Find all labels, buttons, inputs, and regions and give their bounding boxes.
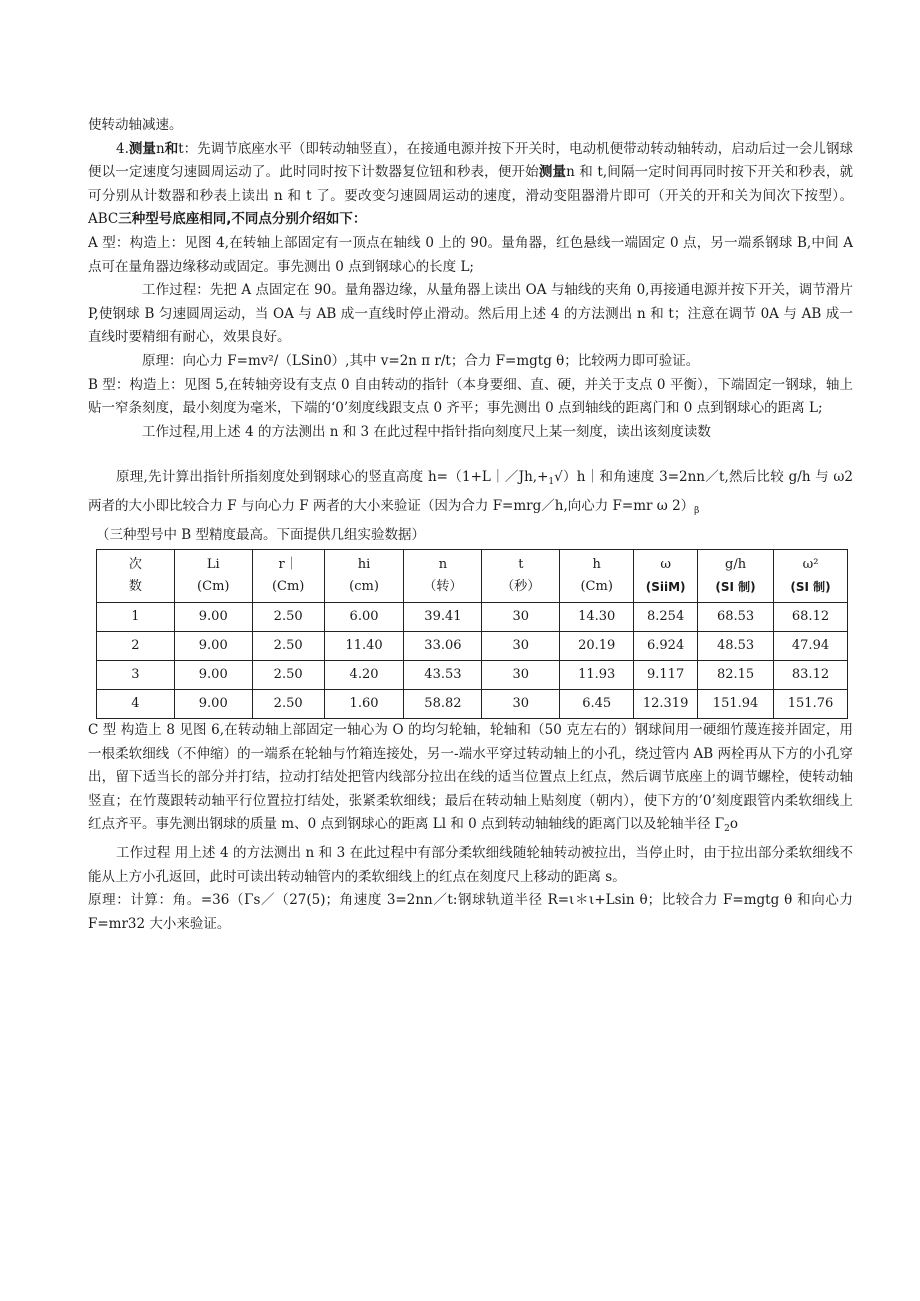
header-unit: （转） — [423, 579, 463, 595]
table-cell: 30 — [482, 603, 560, 632]
paragraph-type-c-work: 工作过程 用上述 4 的方法测出 n 和 3 在此过程中有部分柔软细线随轮轴转动被拉出，当停止时，由于拉出部分柔软细线不能从上方小孔返回，此时可读出转动轴管内的柔软细线上的红点在刻度尺上移动的距离 s。 — [88, 845, 853, 885]
table-header-cell — [252, 550, 324, 603]
header-unit: (SI 制) — [715, 580, 756, 595]
table-header-cell — [97, 550, 175, 603]
header-unit: (SI 制) — [790, 580, 831, 595]
table-cell: 1.60 — [324, 690, 404, 719]
table-cell: 9.00 — [174, 690, 252, 719]
table-header-cell — [482, 550, 560, 603]
table-header-cell — [560, 550, 634, 603]
table-cell: 2 — [97, 632, 175, 661]
header-symbol: g/h — [725, 557, 747, 573]
header-symbol: hi — [357, 557, 371, 573]
table-cell: 68.12 — [774, 603, 848, 632]
table-cell: 39.41 — [404, 603, 482, 632]
header-unit: (Cm) — [197, 579, 230, 595]
table-cell: 6.00 — [324, 603, 404, 632]
bold-models-same: 三种型号底座相同,不同点分别介绍如下： — [118, 211, 367, 228]
table-cell: 30 — [482, 690, 560, 719]
table-header-cell — [634, 550, 698, 603]
bold-measure-2: 测量 — [538, 164, 567, 181]
table-cell: 47.94 — [774, 632, 848, 661]
table-header-cell — [404, 550, 482, 603]
table-cell: 2.50 — [252, 632, 324, 661]
bold-and: 和 — [164, 140, 179, 157]
table-cell: 6.924 — [634, 632, 698, 661]
subscript: 1 — [548, 477, 555, 488]
measure-text: t：先调节底座水平（即转动轴竖直），在接通电源并按下开关时，电动机便带动转动轴转动，启动后过一会儿钢球便以一定速度匀速圆周运动了。此时同时按下计数器复位钮和秒表，便开始 — [88, 140, 854, 181]
paragraph-intro-end: 使转动轴减速。 — [88, 117, 183, 133]
table-cell: 9.117 — [634, 661, 698, 690]
table-row — [97, 690, 848, 719]
bold-measure: 测量 — [128, 140, 156, 157]
measure-text-2: n 和 t,间隔一定时间再同时按下开关和秒表，就可分别从计数器和秒表上读出 n 和 t 了。要改变匀速圆周运动的速度，滑动变阻器滑片即可（开关的开和关为间次下按型）。ABC — [88, 164, 854, 228]
table-cell: 33.06 — [404, 632, 482, 661]
spacer — [88, 444, 853, 466]
paragraph-type-c-principle: 原理：计算：角。=36（Γs／（27(5)；角速度 3=2nn／t:钢球轨道半径 R=ι＊ι+Lsin θ；比较合力 F=mgtg θ 和向心力 F=mr32 大小来验证。 — [88, 892, 853, 932]
header-unit: (Cm) — [271, 579, 305, 595]
table-cell: 20.19 — [560, 632, 634, 661]
table-cell: 48.53 — [698, 632, 774, 661]
principle-text-rest: √）h｜和角速度 3=2nn／t,然后比较 g/h 与 ω2 两者的大小即比较合力 F 与向心力 F 两者的大小来验证（因为合力 F=mrg／h,向心力 F=mr ω 2） — [88, 469, 853, 514]
table-cell: 82.15 — [698, 661, 774, 690]
header-unit: （秒） — [501, 579, 541, 595]
type-c-end: o — [729, 816, 739, 833]
table-cell: 2.50 — [252, 690, 324, 719]
document-page — [88, 114, 853, 936]
subscript-beta: β — [694, 505, 700, 516]
subscript-2: 2 — [724, 824, 730, 835]
table-cell: 9.00 — [174, 632, 252, 661]
table-cell: 68.53 — [698, 603, 774, 632]
table-cell: 9.00 — [174, 603, 252, 632]
header-unit: 数 — [128, 579, 142, 595]
step-number: 4. — [116, 140, 129, 157]
table-cell: 43.53 — [404, 661, 482, 690]
table-cell: 8.254 — [634, 603, 698, 632]
table-cell: 2.50 — [252, 661, 324, 690]
table-cell: 30 — [482, 661, 560, 690]
paragraph-type-b-principle — [88, 466, 853, 523]
header-unit: (cm) — [349, 579, 379, 595]
table-header-cell — [324, 550, 404, 603]
header-unit: (Cm) — [580, 579, 613, 595]
table-cell: 11.93 — [560, 661, 634, 690]
table-cell: 12.319 — [634, 690, 698, 719]
table-cell: 11.40 — [324, 632, 404, 661]
table-cell: 4.20 — [324, 661, 404, 690]
table-cell: 58.82 — [404, 690, 482, 719]
table-cell: 1 — [97, 603, 175, 632]
paragraph-type-a-work: 工作过程：先把 A 点固定在 90。量角器边缘，从量角器上读出 OA 与轴线的夹角 0,再接通电源并按下开关，调节滑片 P,使钢球 B 匀速圆周运动，当 OA 与 AB 成一直线时停止滑动。然后用上述 4 的方法测出 n 和 t；注意在调节 0A 与 AB 成一直线时要精细有耐心，效果良好。 — [88, 282, 853, 346]
header-symbol: r｜ — [278, 557, 298, 573]
table-cell: 14.30 — [560, 603, 634, 632]
var-n: n — [155, 140, 165, 157]
paragraph-measure-n-t — [88, 138, 853, 232]
paragraph-type-a: A 型：构造上：见图 4,在转轴上部固定有一顶点在轴线 0 上的 90。量角器，红色悬线一端固定 0 点，另一端系钢球 B,中间 A 点可在量角器边缘移动或固定。事先测出 0 点到钢球心的长度 L; — [88, 234, 853, 275]
table-header-cell — [174, 550, 252, 603]
header-symbol: h — [592, 557, 601, 573]
table-cell: 2.50 — [252, 603, 324, 632]
header-symbol: 次 — [128, 557, 142, 573]
table-cell: 3 — [97, 661, 175, 690]
table-cell: 30 — [482, 632, 560, 661]
data-table-wrapper — [88, 549, 853, 719]
table-row — [97, 632, 848, 661]
header-symbol: n — [438, 557, 448, 573]
table-body — [97, 603, 848, 719]
table-header-cell — [774, 550, 848, 603]
data-table — [96, 549, 848, 719]
header-unit: (SiiM) — [645, 580, 686, 595]
paragraph-type-b-work: 工作过程,用上述 4 的方法测出 n 和 3 在此过程中指针指向刻度尺上某一刻度，读出该刻度读数 — [142, 423, 711, 440]
table-header-cell — [698, 550, 774, 603]
header-symbol: t — [518, 557, 524, 573]
table-cell: 9.00 — [174, 661, 252, 690]
table-cell: 151.76 — [774, 690, 848, 719]
table-cell: 4 — [97, 690, 175, 719]
table-cell: 6.45 — [560, 690, 634, 719]
header-symbol: Li — [206, 557, 220, 573]
table-row — [97, 661, 848, 690]
paragraph-type-c — [88, 719, 853, 842]
header-symbol: ω — [660, 557, 671, 573]
table-row — [97, 603, 848, 632]
type-c-text: C 型 构造上 8 见图 6,在转动轴上部固定一轴心为 O 的均匀轮轴，轮轴和（50 克左右的）钢球间用一硬细竹蔑连接并固定，用一根柔软细线（不伸缩）的一端系在轮轴与竹箱连接处，另一-端水平穿过转动轴上的小孔，绕过管内 AB 两栓再从下方的小孔穿出，留下适当长的部分并打结，拉动打结处把管内线部分拉出在线的适当位置点上红点，然后调节底座上的调节螺栓，使转动轴竖直；在竹蔑跟转动轴平行位置拉打结处，张紧柔软细线；最后在转动轴上贴刻度（朝内），使下方的’0’刻度跟管内柔软细线上红点齐平。事先测出钢球的质量 m、0 点到钢球心的距离 Ll 和 0 点到转动轴轴线的距离门以及轮轴半径 Γ — [88, 722, 853, 833]
paragraph-type-a-principle: 原理：向心力 F=mv²/（LSin0）,其中 v=2n π r/t；合力 F=mgtg θ；比较两力即可验证。 — [142, 352, 700, 369]
paragraph-data-intro: （三种型号中 B 型精度最高。下面提供几组实验数据） — [96, 526, 426, 543]
table-header-row — [97, 550, 848, 603]
header-symbol: ω² — [802, 557, 819, 573]
table-cell: 151.94 — [698, 690, 774, 719]
paragraph-type-b: B 型：构造上：见图 5,在转轴旁设有支点 0 自由转动的指针（本身要细、直、硬，并关于支点 0 平衡），下端固定一钢球，轴上贴一窄条刻度，最小刻度为毫米，下端的‘0’刻度线跟支点 0 齐平；事先测出 0 点到轴线的距离门和 0 点到钢球心的距离 L; — [88, 376, 853, 417]
table-cell: 83.12 — [774, 661, 848, 690]
principle-text: 原理,先计算出指针所指刻度处到钢球心的竖直高度 h=（1+L｜／Jh,+ — [116, 469, 549, 486]
